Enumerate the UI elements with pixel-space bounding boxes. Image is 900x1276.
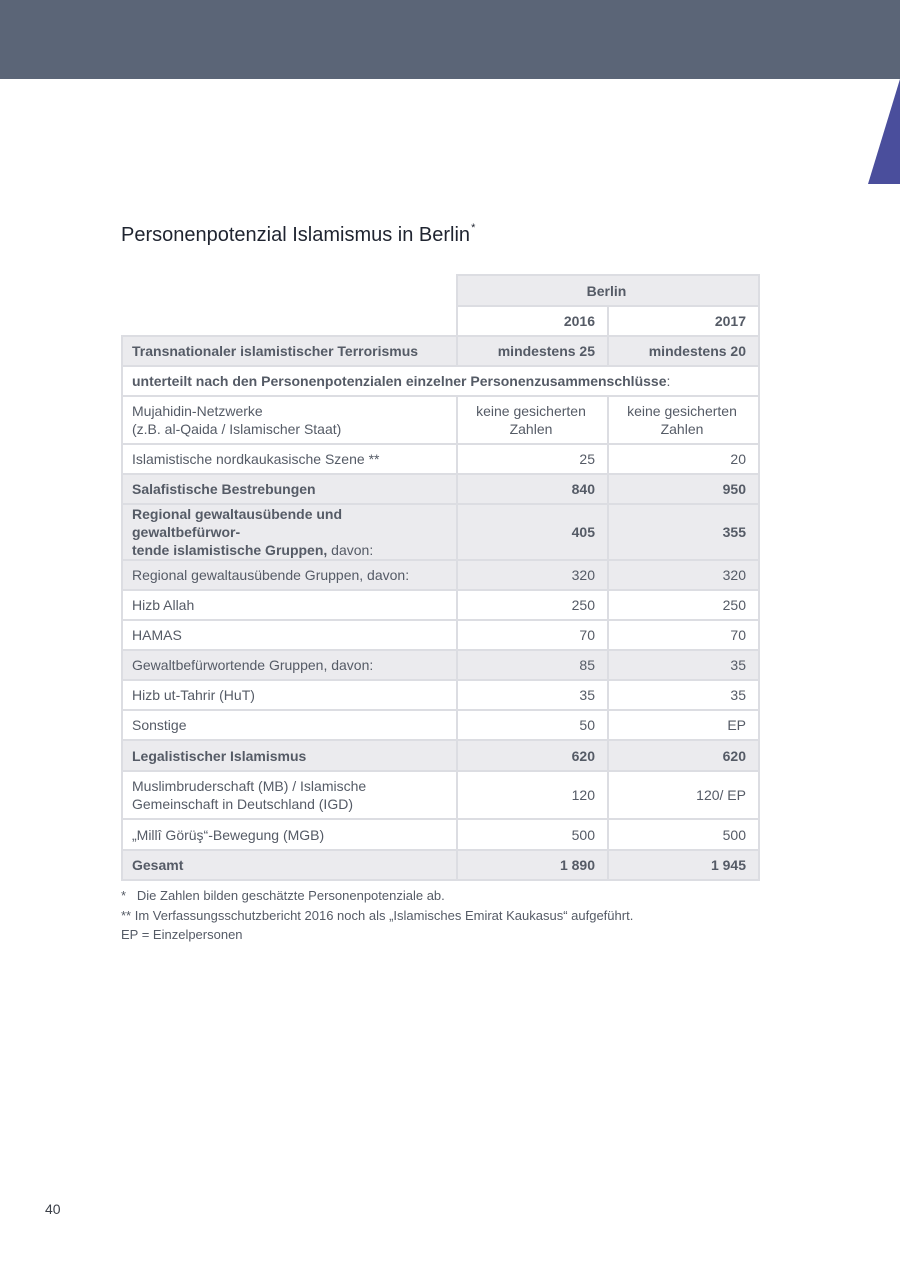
year-header-row	[122, 306, 759, 336]
table-row	[122, 650, 759, 680]
table-row	[122, 819, 759, 850]
total-row	[122, 850, 759, 880]
table-row	[122, 336, 759, 366]
row-label: Islamistische nordkaukasische Szene **	[122, 444, 457, 474]
value-2016: 320	[457, 560, 608, 590]
subdivision-note: unterteilt nach den Personenpotenzialen einzelner Personenzusammenschlüsse:	[122, 366, 759, 396]
row-label: Transnationaler islamistischer Terrorismus	[122, 336, 457, 366]
row-label: Regional gewaltausübende und gewaltbefürwor- tende islamistische Gruppen, davon:	[122, 504, 457, 560]
table-row	[122, 444, 759, 474]
value-2017: mindestens 20	[608, 336, 759, 366]
value-2017: 1 945	[608, 850, 759, 880]
value-2016: 25	[457, 444, 608, 474]
islamism-potential-table	[121, 274, 760, 881]
value-2016: 35	[457, 680, 608, 710]
value-2017: 70	[608, 620, 759, 650]
table-row	[122, 771, 759, 819]
row-label: Salafistische Bestrebungen	[122, 474, 457, 504]
footnote-caucasus: ** Im Verfassungsschutzbericht 2016 noch als „Islamisches Emirat Kaukasus“ aufgeführt.	[121, 907, 634, 923]
value-2016: 85	[457, 650, 608, 680]
page-title: Personenpotenzial Islamismus in Berlin*	[121, 222, 476, 246]
value-2017: 355	[608, 504, 759, 560]
value-2016: 405	[457, 504, 608, 560]
value-2016: 250	[457, 590, 608, 620]
value-2017: 250	[608, 590, 759, 620]
value-2017: 120/ EP	[608, 771, 759, 819]
table-row	[122, 504, 759, 560]
table-header-row	[122, 275, 759, 306]
footnotes	[121, 886, 633, 945]
table-row	[122, 474, 759, 504]
value-2017: 20	[608, 444, 759, 474]
value-2016: 120	[457, 771, 608, 819]
footnote-ep: EP = Einzelpersonen	[121, 927, 243, 942]
footnote-estimate: * Die Zahlen bilden geschätzte Personenpotenziale ab.	[121, 888, 445, 903]
table-row	[122, 396, 759, 444]
value-2017: 950	[608, 474, 759, 504]
row-label: Gesamt	[122, 850, 457, 880]
page-number: 40	[45, 1201, 61, 1217]
value-2016: 1 890	[457, 850, 608, 880]
year-2017-header: 2017	[608, 306, 759, 336]
row-label: „Millî Görüş“-Bewegung (MGB)	[122, 819, 457, 850]
row-label: Legalistischer Islamismus	[122, 740, 457, 771]
value-2017: keine gesicherten Zahlen	[608, 396, 759, 444]
row-label: Muslimbruderschaft (MB) / Islamische Gemeinschaft in Deutschland (IGD)	[122, 771, 457, 819]
row-label: Mujahidin-Netzwerke (z.B. al-Qaida / Islamischer Staat)	[122, 396, 457, 444]
value-2017: 35	[608, 650, 759, 680]
row-label: Regional gewaltausübende Gruppen, davon:	[122, 560, 457, 590]
value-2016: 70	[457, 620, 608, 650]
value-2016: mindestens 25	[457, 336, 608, 366]
header-band	[0, 0, 900, 79]
table-row	[122, 740, 759, 771]
title-footnote-marker: *	[471, 222, 476, 235]
subdivision-row	[122, 366, 759, 396]
row-label: HAMAS	[122, 620, 457, 650]
region-header: Berlin	[457, 275, 759, 306]
year-2016-header: 2016	[457, 306, 608, 336]
value-2017: 320	[608, 560, 759, 590]
table-row	[122, 620, 759, 650]
table-row	[122, 680, 759, 710]
table-row	[122, 560, 759, 590]
value-2016: 620	[457, 740, 608, 771]
value-2016: 500	[457, 819, 608, 850]
row-label: Hizb ut-Tahrir (HuT)	[122, 680, 457, 710]
row-label: Hizb Allah	[122, 590, 457, 620]
value-2016: 840	[457, 474, 608, 504]
value-2017: 620	[608, 740, 759, 771]
row-label: Gewaltbefürwortende Gruppen, davon:	[122, 650, 457, 680]
footnote-marker: **	[368, 451, 380, 467]
table-row	[122, 590, 759, 620]
corner-accent-triangle	[868, 79, 900, 184]
value-2017: 500	[608, 819, 759, 850]
value-2016: 50	[457, 710, 608, 740]
value-2017: EP	[608, 710, 759, 740]
value-2017: 35	[608, 680, 759, 710]
table-row	[122, 710, 759, 740]
row-label: Sonstige	[122, 710, 457, 740]
value-2016: keine gesicherten Zahlen	[457, 396, 608, 444]
